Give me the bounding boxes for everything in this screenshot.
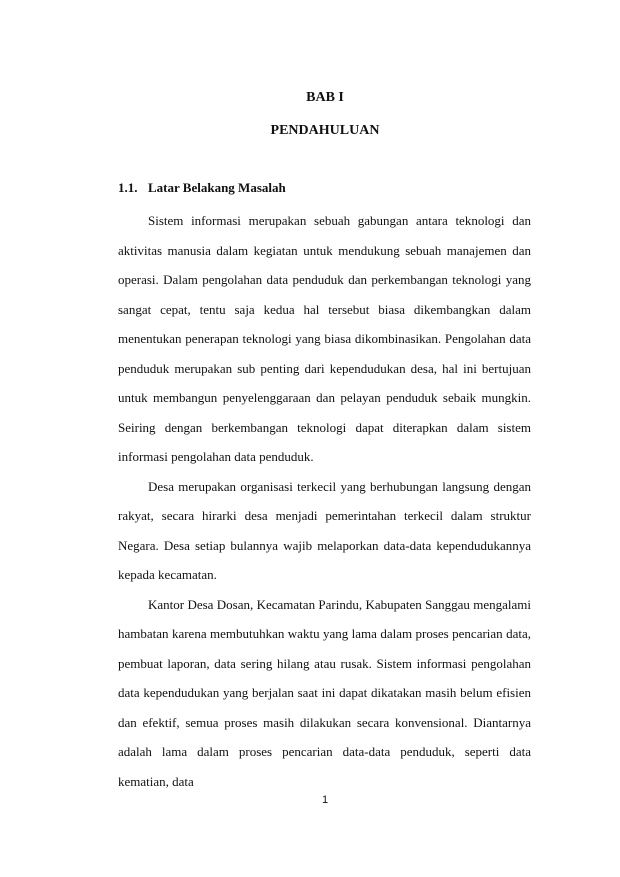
paragraph: Desa merupakan organisasi terkecil yang berhubungan langsung dengan rakyat, secara hirarki desa menjadi pemerintahan terkecil dalam struktur Negara. Desa setiap bulannya wajib melaporkan data-data kependudukannya kepada kecamatan. bbox=[118, 478, 531, 582]
section-heading bbox=[118, 180, 286, 196]
chapter-number: BAB I bbox=[306, 90, 344, 105]
paragraph: Kantor Desa Dosan, Kecamatan Parindu, Kabupaten Sanggau mengalami hambatan karena membutuhkan waktu yang lama dalam proses pencarian data, pembuat laporan, data sering hilang atau rusak. Sistem informasi pengolahan data kependudukan yang berjalan saat ini dapat dikatakan masih belum efisien dan efektif, semua proses masih dilakukan secara konvensional. Diantarnya adalah lama dalam proses pencarian data-data penduduk, seperti data kematian, data bbox=[118, 596, 531, 789]
chapter-title: PENDAHULUAN bbox=[270, 123, 380, 138]
section-number: 1.1. bbox=[118, 180, 138, 195]
body-text bbox=[118, 206, 531, 796]
section-title: Latar Belakang Masalah bbox=[148, 180, 286, 195]
paragraph: Sistem informasi merupakan sebuah gabungan antara teknologi dan aktivitas manusia dalam kegiatan untuk mendukung sebuah manajemen dan operasi. Dalam pengolahan data penduduk dan perkembangan teknologi yang sangat cepat, tentu saja kedua hal tersebut biasa dikembangkan dalam menentukan penerapan teknologi yang biasa dikombinasikan. Pengolahan data penduduk merupakan sub penting dari kependudukan desa, hal ini bertujuan untuk membangun penyelenggaraan dan pelayan penduduk sebaik mungkin. Seiring dengan berkembangan teknologi dapat diterapkan dalam sistem informasi pengolahan data penduduk. bbox=[118, 213, 531, 464]
page-number: 1 bbox=[321, 794, 329, 806]
